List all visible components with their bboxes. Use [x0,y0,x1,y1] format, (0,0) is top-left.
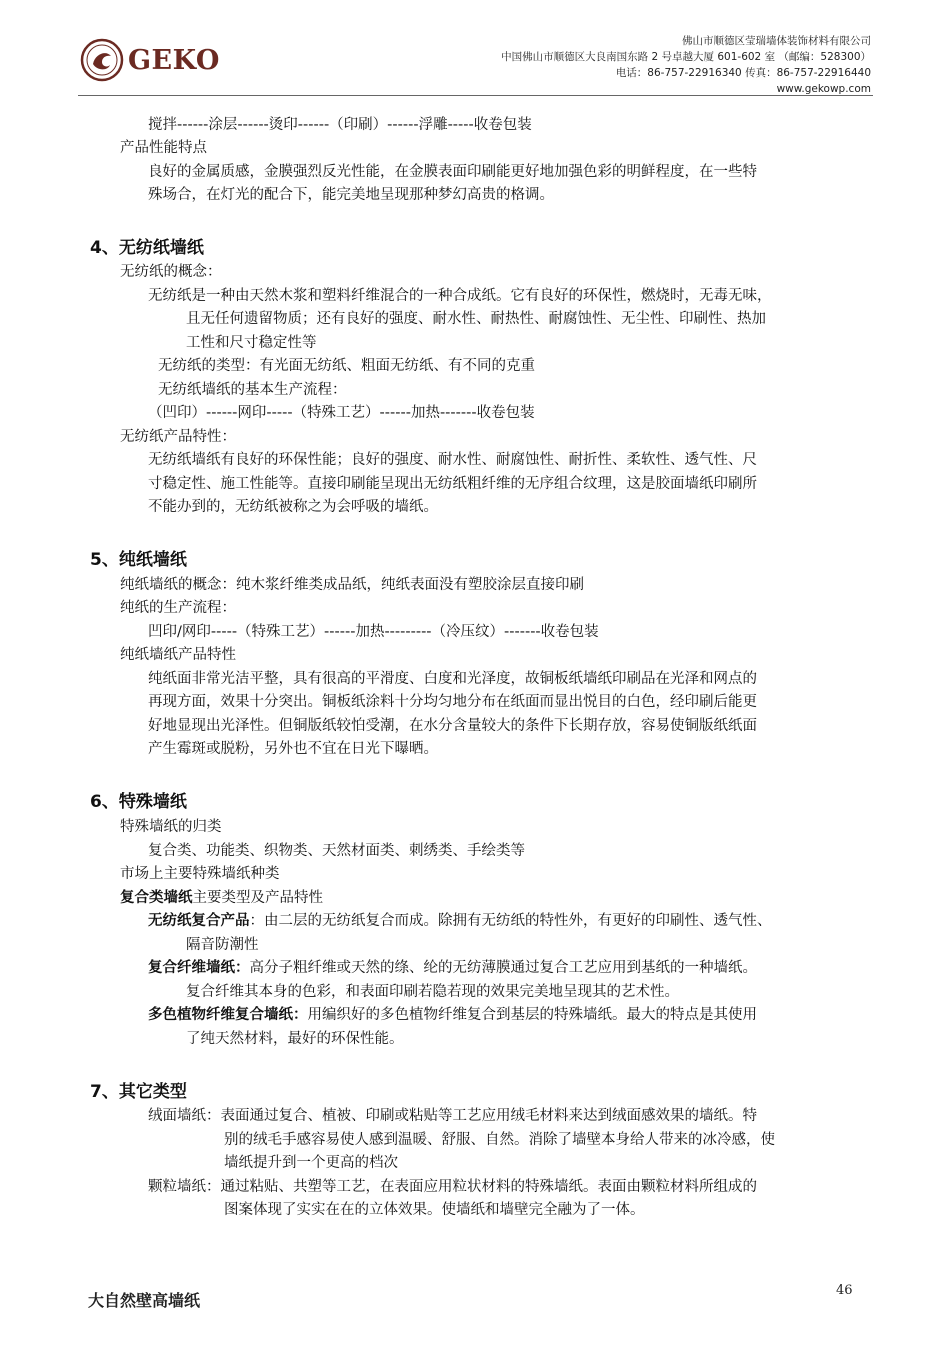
paragraph-line: 墙纸提升到一个更高的档次 [224,1155,398,1171]
paragraph-line: 工性和尺寸稳定性等 [186,335,317,351]
subheading: 特殊墙纸的归类 [120,819,222,835]
section-heading-6: 6、特殊墙纸 [90,792,187,812]
paragraph-line: 无纺纸的类型：有光面无纺纸、粗面无纺纸、有不同的克重 [158,358,535,374]
company-address: 中国佛山市顺德区大良南国东路 2 号卓越大厦 601-602 室 （邮编：528300） [501,51,871,63]
term-description: 高分子粗纤维或天然的绦、纶的无纺薄膜通过复合工艺应用到基纸的一种墙纸。 [249,960,757,976]
paragraph-line: 不能办到的，无纺纸被称之为会呼吸的墙纸。 [148,499,438,515]
paragraph-line: 且无任何遗留物质；还有良好的强度、耐水性、耐热性、耐腐蚀性、无尘性、印刷性、热加 [186,311,766,327]
section-heading-4: 4、无纺纸墙纸 [90,238,204,258]
paragraph-line [120,887,323,910]
subheading: 无纺纸墙纸的基本生产流程： [158,382,347,398]
paragraph-line: 无纺纸是一种由天然木浆和塑料纤维混合的一种合成纸。它有良好的环保性，燃烧时，无毒无味， [148,288,772,304]
company-name: 佛山市顺德区莹瑞墙体装饰材料有限公司 [682,35,871,47]
company-website[interactable]: www.gekowp.com [776,83,871,95]
bold-term: 复合纤维墙纸： [148,960,250,976]
company-logo [80,38,220,82]
subheading: 纯纸的生产流程： [120,600,236,616]
paragraph-line: 复合纤维其本身的色彩，和表面印刷若隐若现的效果完美地呈现其的艺术性。 [186,984,679,1000]
company-info [501,33,871,97]
subheading: 市场上主要特殊墙纸种类 [120,866,280,882]
paragraph-line: 复合类、功能类、织物类、天然材面类、刺绣类、手绘类等 [148,843,525,859]
header-divider [78,95,873,96]
page-header [78,30,873,96]
paragraph-line: 纯纸面非常光洁平整，具有很高的平滑度、白度和光泽度，故铜板纸墙纸印刷品在光泽和网点的 [148,671,757,687]
paragraph-line: 寸稳定性、施工性能等。直接印刷能呈现出无纺纸粗纤维的无序组合纹理，这是胶面墙纸印刷所 [148,476,757,492]
logo-text: GEKO [128,44,220,76]
footer-brand-title: 大自然壁高墙纸 [88,1291,201,1310]
bold-term: 无纺纸复合产品 [148,913,250,929]
subheading: 无纺纸的概念： [120,264,222,280]
subheading: 产品性能特点 [120,140,207,156]
page-number: 46 [836,1283,853,1298]
term-description: ：由二层的无纺纸复合而成。除拥有无纺纸的特性外，有更好的印刷性、透气性、 [249,913,772,929]
dragon-emblem-icon [80,38,124,82]
paragraph-line: 再现方面，效果十分突出。铜板纸涂料十分均匀地分布在纸面而显出悦目的白色，经印刷后能更 [148,694,757,710]
subheading: 无纺纸产品特性： [120,429,236,445]
paragraph-line [148,957,757,980]
term-description: 用编织好的多色植物纤维复合到基层的特殊墙纸。最大的特点是其使用 [307,1007,757,1023]
subheading: 纯纸墙纸产品特性 [120,647,236,663]
paragraph-line: 别的绒毛手感容易使人感到温暖、舒服、自然。消除了墙壁本身给人带来的冰冷感，使 [224,1132,775,1148]
paragraph-line: 绒面墙纸：表面通过复合、植被、印刷或粘贴等工艺应用绒毛材料来达到绒面感效果的墙纸。特 [148,1108,757,1124]
paragraph-line: 良好的金属质感，金膜强烈反光性能，在金膜表面印刷能更好地加强色彩的明鲜程度，在一些特 [148,164,757,180]
section-heading-5: 5、纯纸墙纸 [90,550,187,570]
company-phone-fax: 电话：86-757-22916340 传真：86-757-22916440 [615,67,871,79]
paragraph-line: 隔音防潮性 [186,937,259,953]
paragraph-line [148,1004,757,1027]
bold-term: 复合类墙纸 [120,890,193,906]
section-heading-7: 7、其它类型 [90,1082,187,1102]
process-line: （凹印）------网印-----（特殊工艺）------加热-------收卷包装 [148,405,535,421]
paragraph-line: 了纯天然材料，最好的环保性能。 [186,1031,404,1047]
paragraph-line [148,910,772,933]
subheading: 纯纸墙纸的概念：纯木浆纤维类成品纸，纯纸表面没有塑胶涂层直接印刷 [120,577,584,593]
paragraph-line: 殊场合，在灯光的配合下，能完美地呈现那种梦幻高贵的格调。 [148,187,554,203]
paragraph-line: 产生霉斑或脱粉，另外也不宜在日光下曝晒。 [148,741,438,757]
paragraph-line: 无纺纸墙纸有良好的环保性能；良好的强度、耐水性、耐腐蚀性、耐折性、柔软性、透气性、尺 [148,452,757,468]
paragraph-line: 好地显现出光泽性。但铜版纸较怕受潮，在水分含量较大的条件下长期存放，容易使铜版纸纸面 [148,718,757,734]
process-line: 搅拌------涂层------烫印------（印刷）------浮雕-----收卷包装 [148,117,532,133]
term-description: 主要类型及产品特性 [192,890,323,906]
process-line: 凹印/网印-----（特殊工艺）------加热---------（冷压纹）-------收卷包装 [148,624,599,640]
paragraph-line: 颗粒墙纸：通过粘贴、共塑等工艺，在表面应用粒状材料的特殊墙纸。表面由颗粒材料所组成的 [148,1179,757,1195]
paragraph-line: 图案体现了实实在在的立体效果。使墙纸和墙壁完全融为了一体。 [224,1202,645,1218]
bold-term: 多色植物纤维复合墙纸： [148,1007,308,1023]
